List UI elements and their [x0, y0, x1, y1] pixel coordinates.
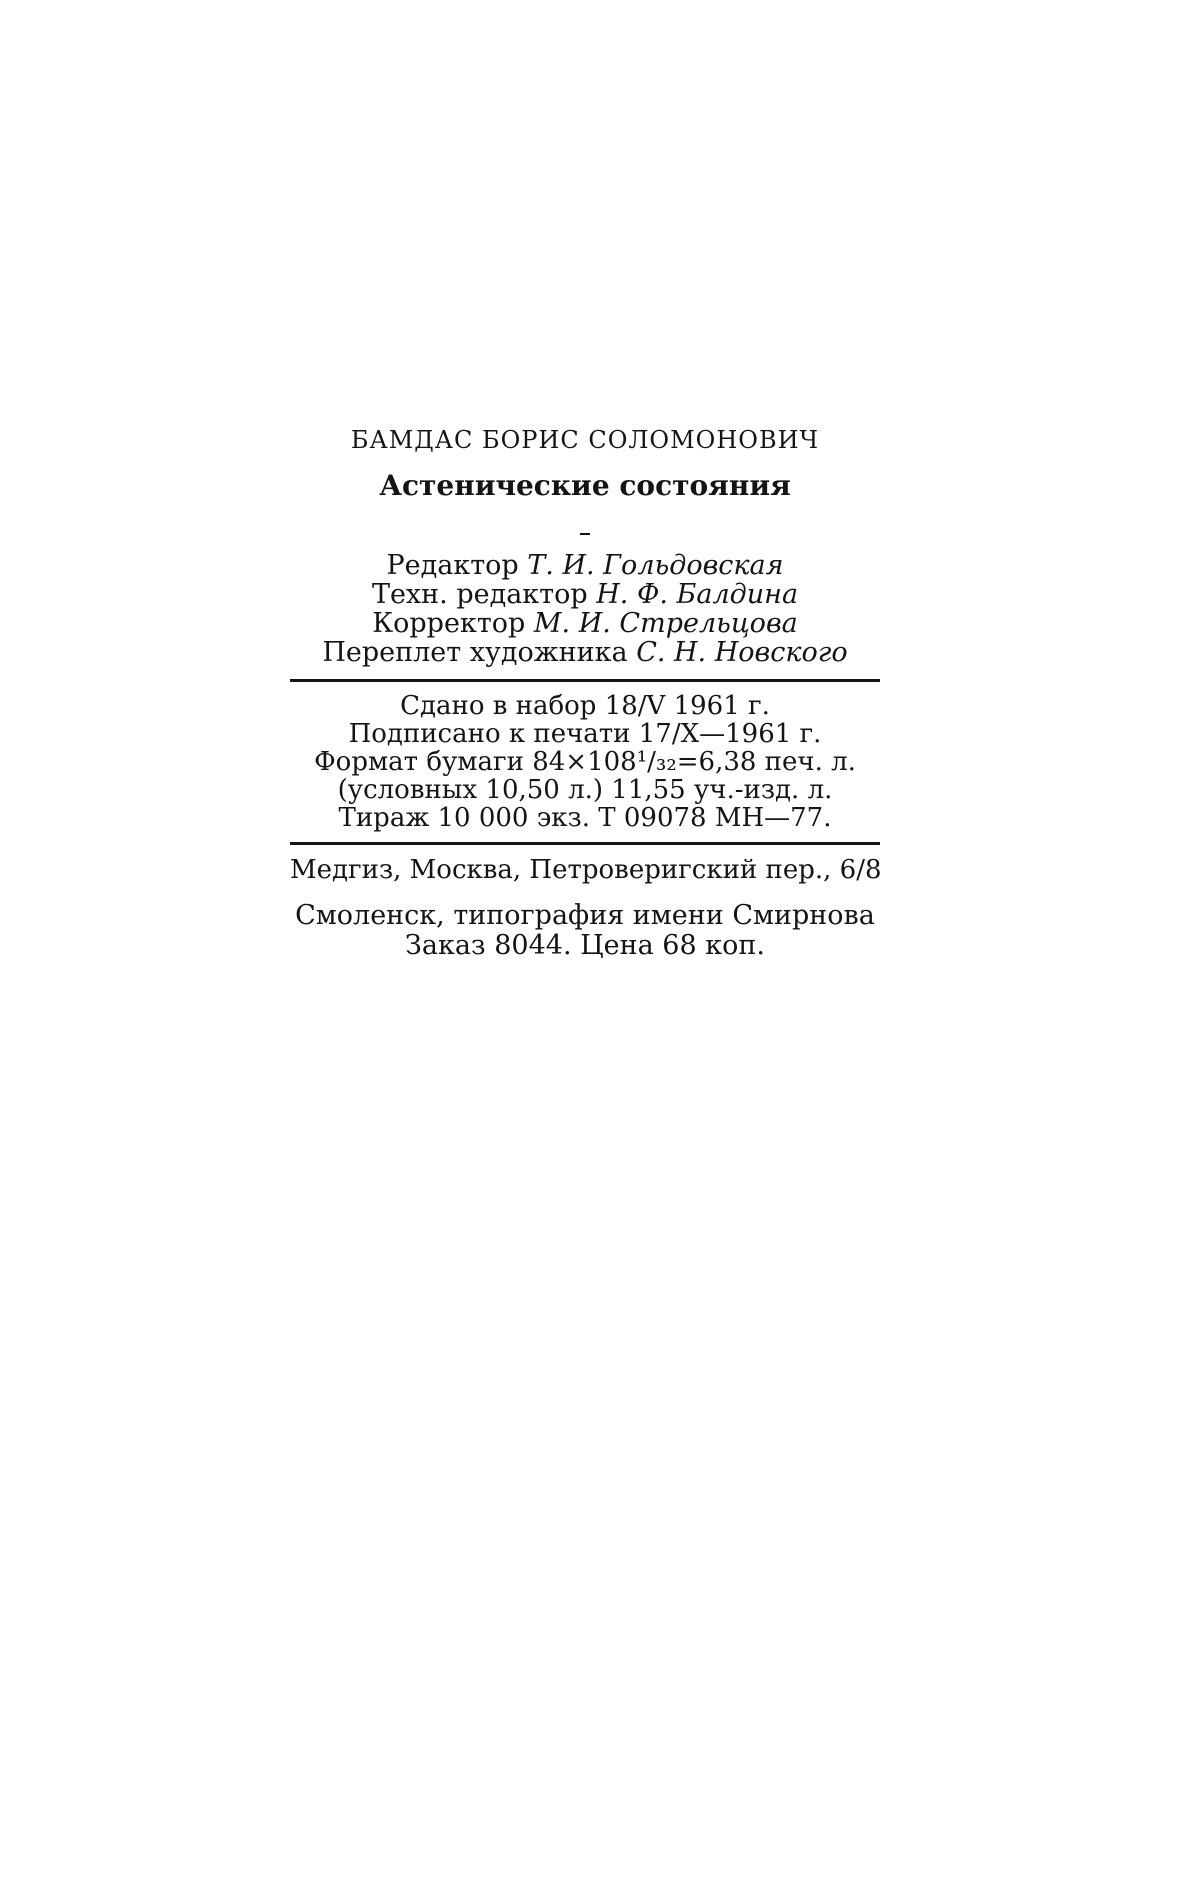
horizontal-rule-top	[290, 679, 880, 682]
credit-role: Корректор	[372, 608, 526, 639]
colophon	[290, 425, 880, 961]
printing-details	[290, 692, 880, 832]
print-line-typeset-date: Сдано в набор 18/V 1961 г.	[400, 691, 770, 721]
print-line-sheets: (условных 10,50 л.) 11,55 уч.-изд. л.	[337, 775, 833, 805]
credit-editor	[290, 551, 880, 580]
author-name: БАМДАС БОРИС СОЛОМОНОВИЧ	[350, 426, 820, 454]
print-line-print-run: Тираж 10 000 экз. Т 09078 МН—77.	[338, 803, 832, 833]
order-and-price: Заказ 8044. Цена 68 коп.	[405, 930, 765, 961]
credit-proofreader	[290, 609, 880, 638]
credit-role: Техн. редактор	[371, 579, 588, 610]
credit-person: Т. И. Гольдовская	[527, 550, 784, 581]
print-line-paper-format: Формат бумаги 84×108¹/₃₂=6,38 печ. л.	[314, 747, 856, 777]
print-line-signed-date: Подписано к печати 17/X—1961 г.	[348, 719, 822, 749]
credits-block	[290, 551, 880, 667]
credit-tech-editor	[290, 580, 880, 609]
credit-person: С. Н. Новского	[636, 637, 848, 668]
credit-person: Н. Ф. Балдина	[596, 579, 799, 610]
credit-role: Переплет художника	[322, 637, 628, 668]
printing-house: Смоленск, типография имени Смирнова	[295, 900, 875, 931]
publisher-address: Медгиз, Москва, Петроверигский пер., 6/8	[290, 855, 882, 885]
horizontal-rule-bottom	[290, 842, 880, 845]
credit-person: М. И. Стрельцова	[533, 608, 798, 639]
credit-binding-artist	[290, 638, 880, 667]
separator-mark	[580, 533, 590, 535]
credit-role: Редактор	[386, 550, 519, 581]
book-title: Астенические состояния	[379, 469, 791, 502]
